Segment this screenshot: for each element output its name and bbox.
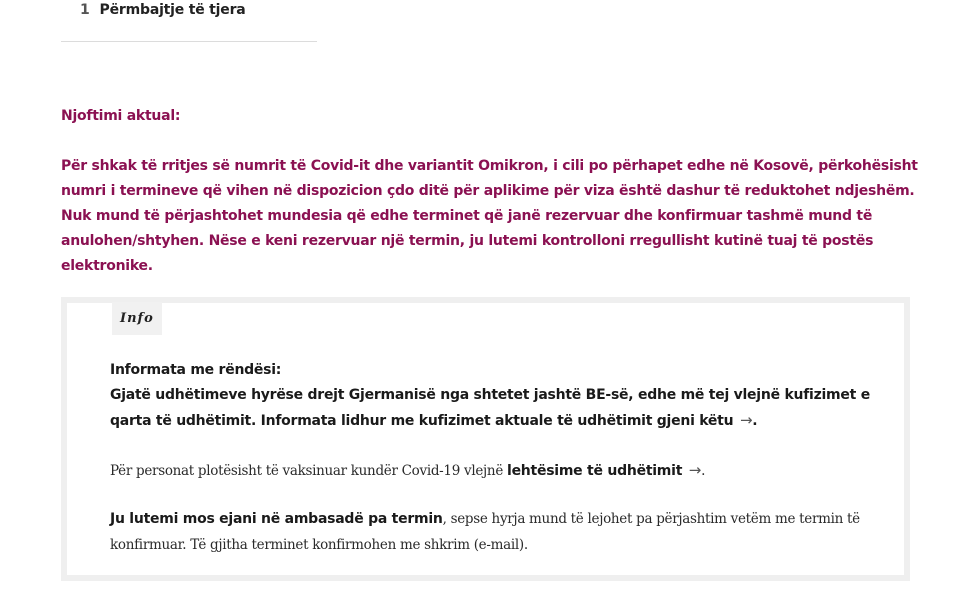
arrow-right-icon: →	[688, 461, 702, 479]
important-text: Gjatë udhëtimeve hyrëse drejt Gjermanisë nga shtetet jashtë BE-së, edhe më tej vlejnë kufizimet e qarta të udhëtimit. Informata lidhur me kufizimet aktuale të udhëtimit gjeni	[110, 387, 870, 429]
travel-restrictions-link-label: këtu	[699, 413, 734, 429]
table-of-contents	[61, 0, 317, 42]
info-tag: Info	[112, 302, 162, 335]
travel-restrictions-link[interactable]	[699, 413, 752, 429]
travel-relief-link[interactable]	[507, 463, 701, 479]
notice-body: Për shkak të rritjes së numrit të Covid-it dhe variantit Omikron, i cili po përhapet edhe në Kosovë, përkohësisht numri i termineve që vihen në dispozicion çdo ditë për aplikime për viza është dashur të reduktohet ndjeshëm. Nuk mund të përjashtohet mundesia që edhe terminet që janë rezervuar dhe konfirmuar tashmë mund të anulohen/shtyhen. Nëse e keni rezervuar një termin, ju lutemi kontrolloni rregullisht kutinë tuaj të postës elektronike.	[61, 158, 918, 274]
travel-relief-link-label: lehtësime të udhëtimit	[507, 463, 683, 479]
notice-title: Njoftimi aktual:	[61, 108, 181, 124]
toc-item-label: Përmbajtje të tjera	[99, 2, 246, 18]
vaccinated-text: Për personat plotësisht të vaksinuar kundër Covid-19 vlejnë	[110, 463, 508, 479]
vaccinated-end: .	[701, 463, 706, 479]
current-notice	[61, 104, 921, 279]
important-end: .	[752, 413, 758, 429]
appointment-paragraph	[110, 506, 870, 558]
important-heading: Informata me rëndësi:	[110, 362, 282, 378]
info-box	[61, 297, 910, 581]
appointment-text: , sepse hyrja mund të lejohet pa përjashtim vetëm me termin të konfirmuar. Të gjitha terminet konfirmohen me shkrim (e-mail).	[110, 511, 860, 553]
toc-item-number: 1	[80, 2, 90, 18]
important-info-paragraph	[110, 358, 870, 434]
arrow-right-icon: →	[739, 411, 753, 429]
info-content	[110, 358, 870, 558]
appointment-bold: Ju lutemi mos ejani në ambasadë pa termin	[110, 511, 443, 527]
vaccinated-paragraph	[110, 458, 870, 484]
toc-item-other-content[interactable]	[80, 2, 246, 18]
